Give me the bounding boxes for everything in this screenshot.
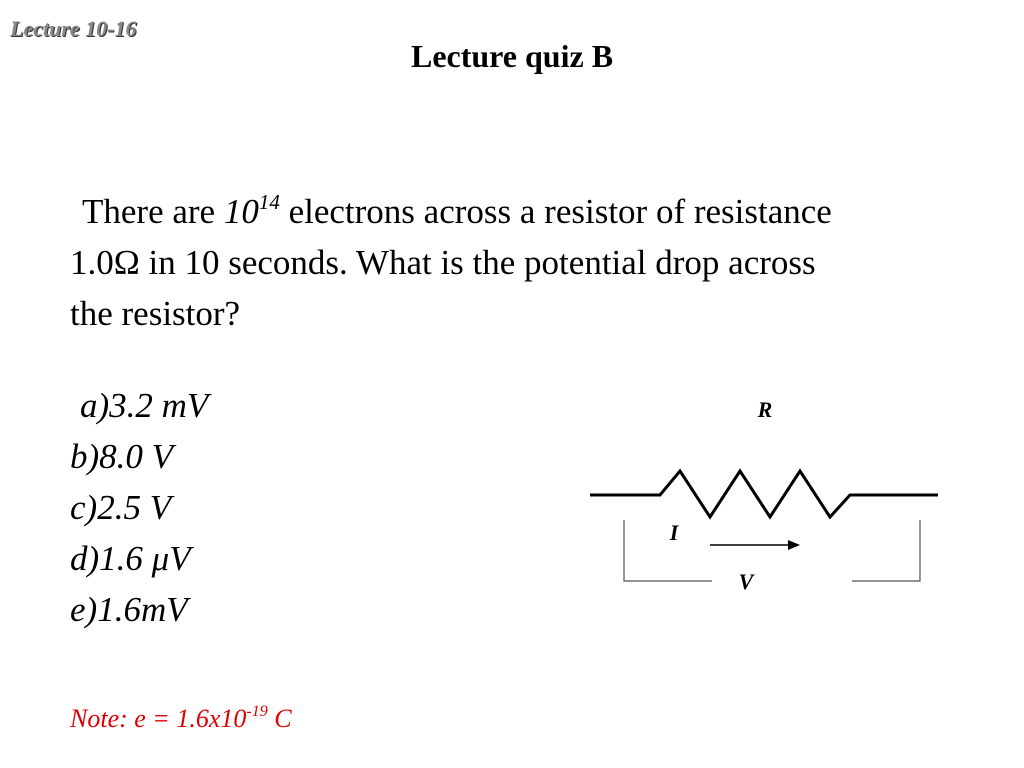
note-power: -19 [246, 703, 268, 720]
option-c: c)2.5 V [70, 488, 172, 527]
page-title: Lecture quiz B [410, 38, 614, 74]
note-prefix: Note: e = 1.6x10 [70, 704, 247, 733]
option-a: a)3.2 mV [80, 386, 209, 425]
resistor-zigzag [590, 471, 938, 517]
note-suffix: C [267, 704, 292, 733]
answer-options [70, 380, 208, 635]
resistor-label: R [757, 397, 773, 422]
question-exp-power: 14 [258, 190, 280, 214]
question-exp-base: 10 [223, 192, 259, 231]
lecture-tag: Lecture 10-16 [10, 16, 137, 41]
question-part1: There are [82, 192, 224, 231]
option-e: e)1.6mV [70, 590, 188, 629]
option-b: b)8.0 V [70, 437, 174, 476]
current-arrow-head [788, 540, 800, 550]
question-text [70, 186, 860, 339]
resistor-circuit-diagram [580, 390, 950, 600]
voltage-label: V [738, 569, 754, 594]
voltage-bracket-right [852, 520, 920, 581]
question-part2: electrons across a resistor of resistance 1.0Ω in 10 seconds. What is the potential drop across the resistor? [70, 192, 832, 333]
current-label: I [669, 520, 679, 545]
option-d: d)1.6 μV [70, 539, 191, 578]
voltage-bracket-left [624, 520, 712, 581]
note-text [70, 704, 292, 734]
